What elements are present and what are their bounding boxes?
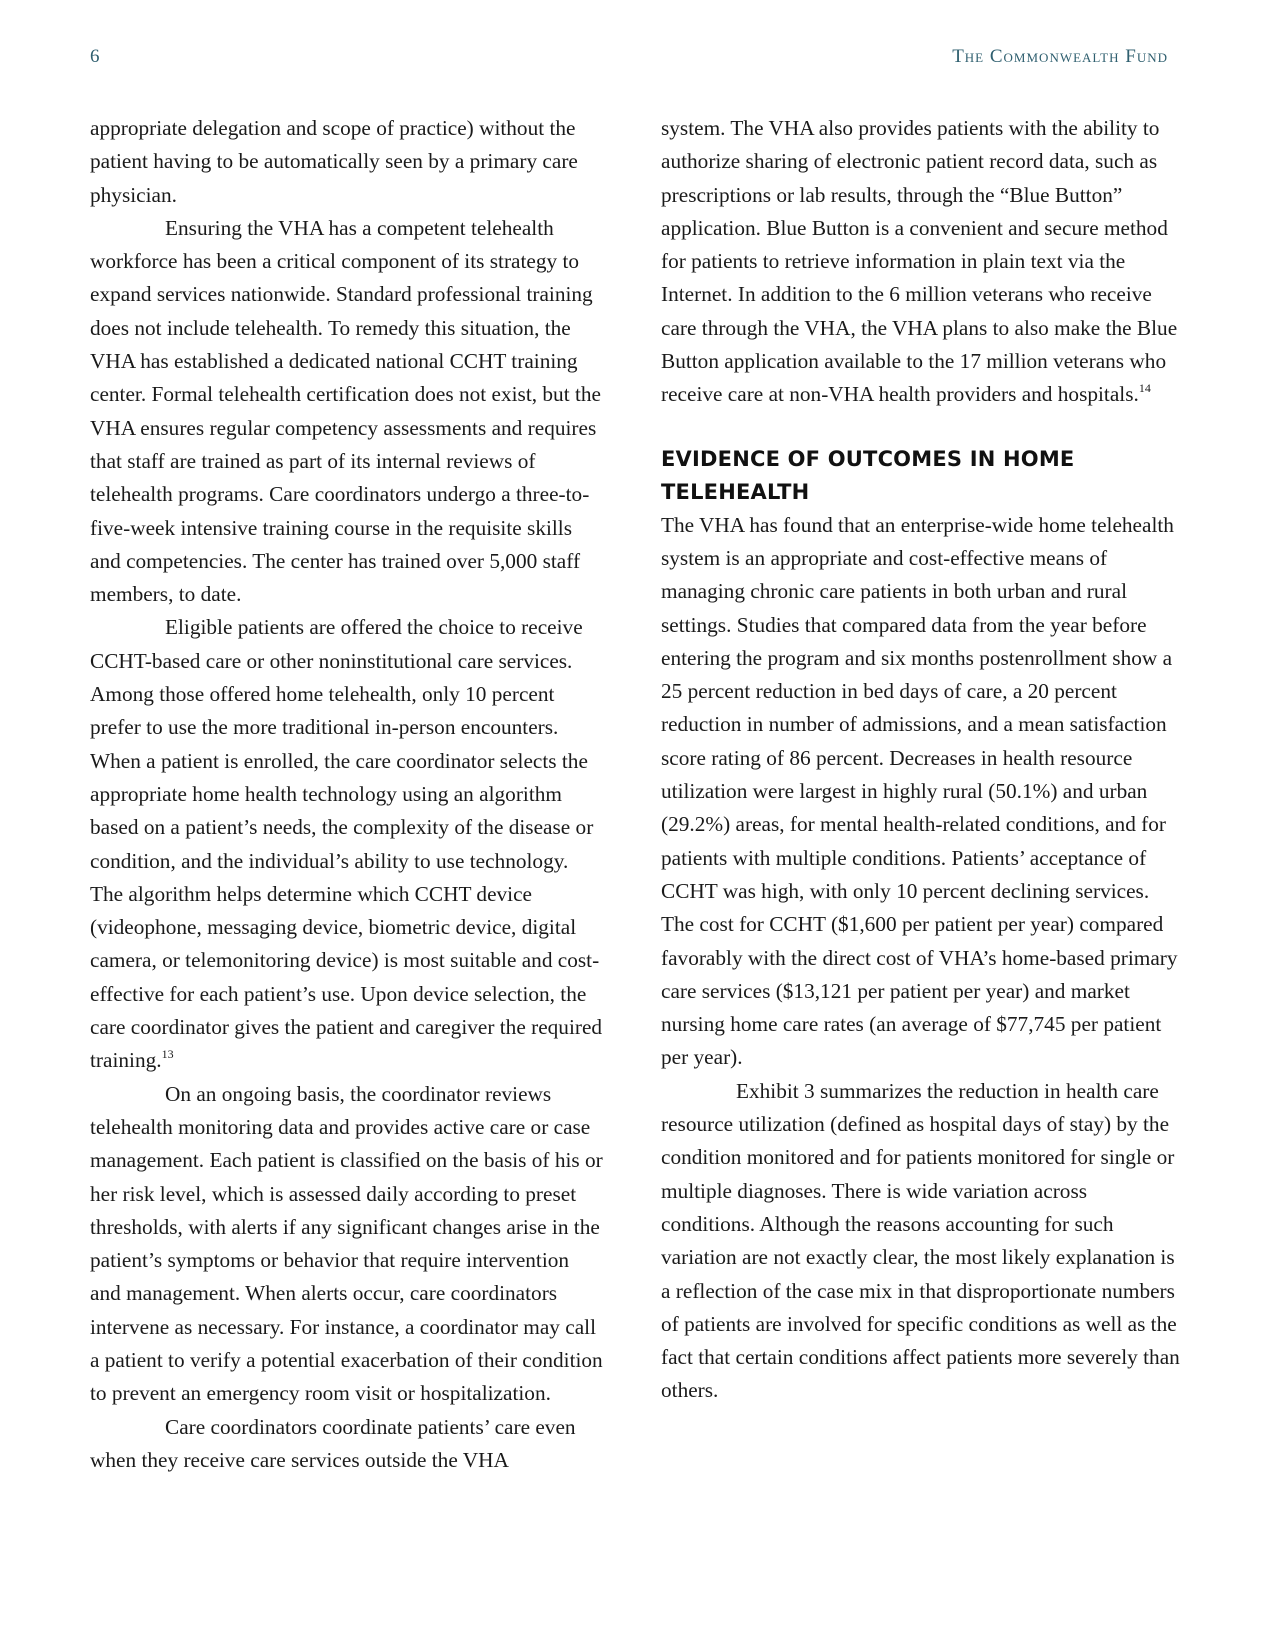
paragraph-text: Eligible patients are offered the choice to receive CCHT-based care or other noninstitutional care services. Among those offered home telehealth, only 10 percent prefer to use the more traditional in-person encounters. When a patient is enrolled, the care coordinator selects the appropriate home health technology using an algorithm based on a patient’s needs, the complexity of the disease or condition, and the individual’s ability to use technology. The algorithm helps determine which CCHT device (videophone, messaging device, biometric device, digital camera, or telemonitoring device) is most suitable and cost-effective for each patient’s use. Upon device selection, the care coordinator gives the patient and caregiver the required training.: [90, 615, 603, 1073]
right-column: [661, 112, 1181, 1408]
body-paragraph: Care coordinators coordinate patients’ care even when they receive care services outside the VHA: [90, 1414, 576, 1472]
running-head: [90, 46, 1168, 74]
section-heading: EVIDENCE OF OUTCOMES IN HOME TELEHEALTH: [661, 446, 1075, 504]
paragraph-text: system. The VHA also provides patients with the ability to authorize sharing of electronic patient record data, such as prescriptions or lab results, through the “Blue Button” application. Blue Button is a convenient and secure method for patients to retrieve information in plain text via the Internet. In addition to the 6 million veterans who receive care through the VHA, the VHA plans to also make the Blue Button application available to the 17 million veterans who receive care at non-VHA health providers and hospitals.: [661, 116, 1178, 407]
body-paragraph: appropriate delegation and scope of practice) without the patient having to be automatically seen by a primary care physician.: [90, 116, 578, 207]
body-paragraph: Exhibit 3 summarizes the reduction in health care resource utilization (defined as hospital days of stay) by the condition monitored and for patients monitored for single or multiple diagnoses. There is wide variation across conditions. Although the reasons accounting for such variation are not exactly clear, the most likely explanation is a reflection of the case mix in that disproportionate numbers of patients are involved for specific conditions as well as the fact that certain conditions affect patients more severely than others.: [661, 1078, 1180, 1403]
journal-name: The Commonwealth Fund: [952, 46, 1168, 67]
body-paragraph: Ensuring the VHA has a competent telehealth workforce has been a critical component of its strategy to expand services nationwide. Standard professional training does not include telehealth. To remedy this situation, the VHA has established a dedicated national CCHT training center. Formal telehealth certification does not exist, but the VHA ensures regular competency assessments and requires that staff are trained as part of its internal reviews of telehealth programs. Care coordinators undergo a three-to-five-week intensive training course in the requisite skills and competencies. The center has trained over 5,000 staff members, to date.: [90, 215, 601, 607]
page-number: 6: [90, 46, 100, 67]
footnote-marker: 14: [1138, 381, 1151, 396]
footnote-marker: 13: [161, 1047, 174, 1062]
body-paragraph: On an ongoing basis, the coordinator reviews telehealth monitoring data and provides active care or case management. Each patient is classified on the basis of his or her risk level, which is assessed daily according to preset thresholds, with alerts if any significant changes arise in the patient’s symptoms or behavior that require intervention and management. When alerts occur, care coordinators intervene as necessary. For instance, a coordinator may call a patient to verify a potential exacerbation of their condition to prevent an emergency room visit or hospitalization.: [90, 1081, 603, 1406]
body-paragraph: [661, 112, 1181, 412]
body-paragraph: [90, 611, 605, 1077]
left-column: [90, 112, 605, 1477]
body-paragraph: The VHA has found that an enterprise-wide home telehealth system is an appropriate and cost-effective means of managing chronic care patients in both urban and rural settings. Studies that compared data from the year before entering the program and six months postenrollment show a 25 percent reduction in bed days of care, a 20 percent reduction in number of admissions, and a mean satisfaction score rating of 86 percent. Decreases in health resource utilization were largest in highly rural (50.1%) and urban (29.2%) areas, for mental health-related conditions, and for patients with multiple conditions. Patients’ acceptance of CCHT was high, with only 10 percent declining services. The cost for CCHT ($1,600 per patient per year) compared favorably with the direct cost of VHA’s home-based primary care services ($13,121 per patient per year) and market nursing home care rates (an average of $77,745 per patient per year).: [661, 512, 1178, 1070]
